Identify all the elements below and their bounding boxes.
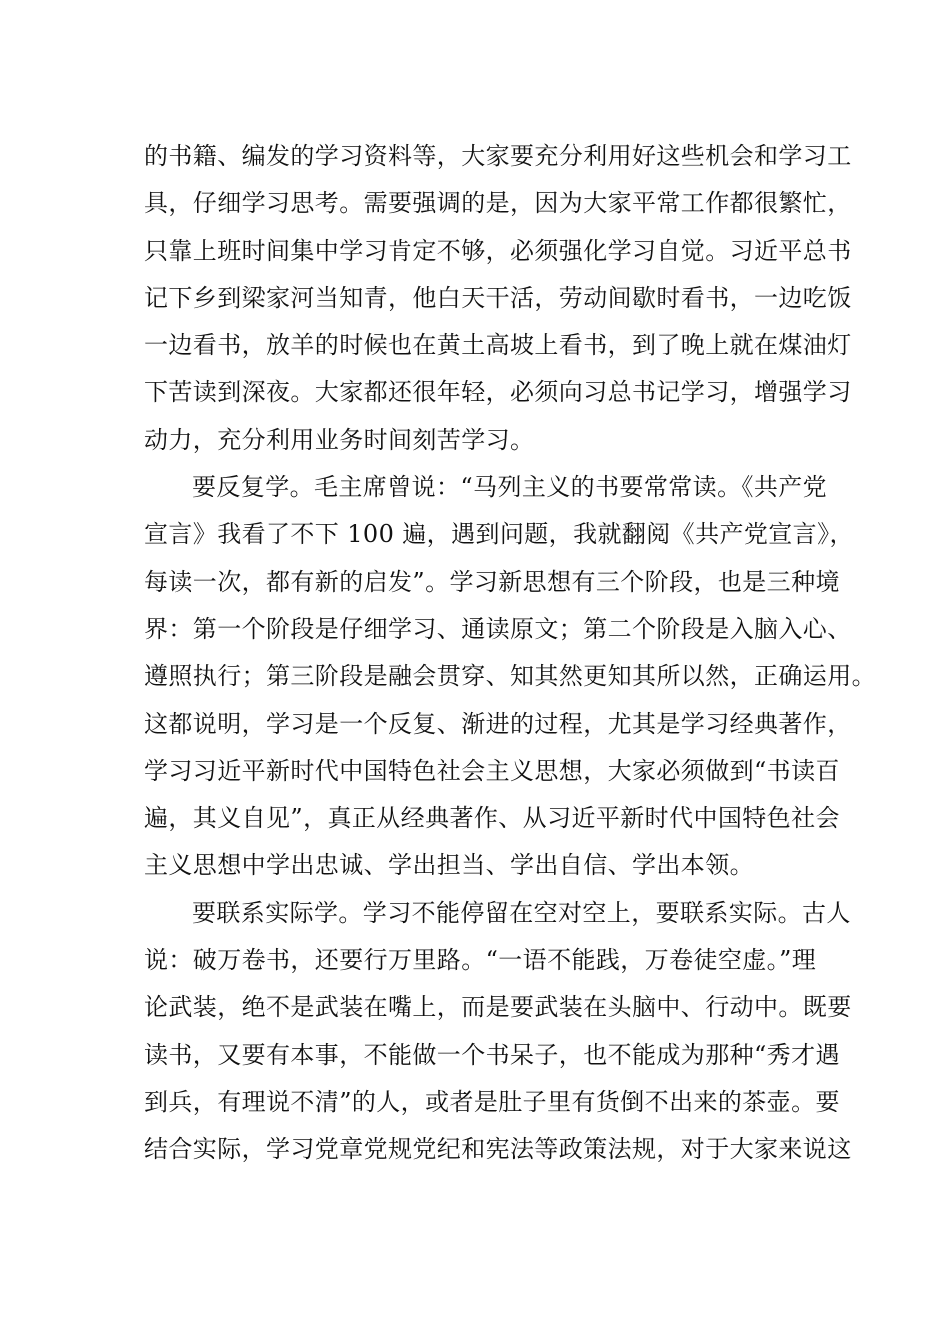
text-line: 的书籍、编发的学习资料等，大家要充分利用好这些机会和学习工: [144, 142, 852, 170]
paragraph-start-line: 要联系实际学。学习不能停留在空对空上，要联系实际。古人: [192, 898, 851, 927]
text-line: 记下乡到梁家河当知青，他白天干活，劳动间歇时看书，一边吃饭: [144, 283, 852, 312]
text-line: 动力，充分利用业务时间刻苦学习。: [144, 425, 535, 454]
text-line: 到兵，有理说不清”的人，或者是肚子里有货倒不出来的茶壶。要: [144, 1087, 840, 1116]
body-text: [144, 133, 876, 1174]
paragraph-start-line: 要反复学。毛主席曾说：“马列主义的书要常常读。《共产党: [192, 473, 828, 502]
text-line: 读书，又要有本事，不能做一个书呆子，也不能成为那种“秀才遇: [144, 1040, 840, 1069]
text-line: 界：第一个阶段是仔细学习、通读原文；第二个阶段是入脑入心、: [144, 614, 852, 643]
text-line: 一边看书，放羊的时候也在黄土高坡上看书，到了晚上就在煤油灯: [144, 331, 852, 360]
text-line: 具，仔细学习思考。需要强调的是，因为大家平常工作都很繁忙，: [144, 189, 852, 218]
text-line: 下苦读到深夜。大家都还很年轻，必须向习总书记学习，增强学习: [144, 378, 852, 407]
text-line: 遍，其义自见”，真正从经典著作、从习近平新时代中国特色社会: [144, 804, 840, 833]
text-line: 学习习近平新时代中国特色社会主义思想，大家必须做到“书读百: [144, 756, 840, 785]
text-line: 只靠上班时间集中学习肯定不够，必须强化学习自觉。习近平总书: [144, 236, 852, 265]
text-line: 主义思想中学出忠诚、学出担当、学出自信、学出本领。: [144, 851, 754, 880]
text-line: 宣言》我看了不下 100 遍，遇到问题，我就翻阅《共产党宣言》，: [144, 520, 854, 549]
text-line: 遵照执行；第三阶段是融会贯穿、知其然更知其所以然，正确运用。: [144, 662, 876, 691]
text-line: 论武装，绝不是武装在嘴上，而是要武装在头脑中、行动中。既要: [144, 993, 852, 1022]
text-line: 说：破万卷书，还要行万里路。“一语不能践，万卷徒空虚。”理: [144, 946, 817, 975]
text-line: 这都说明，学习是一个反复、渐进的过程，尤其是学习经典著作，: [144, 709, 852, 738]
text-line: 每读一次，都有新的启发”。学习新思想有三个阶段，也是三种境: [144, 567, 840, 596]
text-line: 结合实际，学习党章党规党纪和宪法等政策法规，对于大家来说这: [144, 1135, 852, 1164]
